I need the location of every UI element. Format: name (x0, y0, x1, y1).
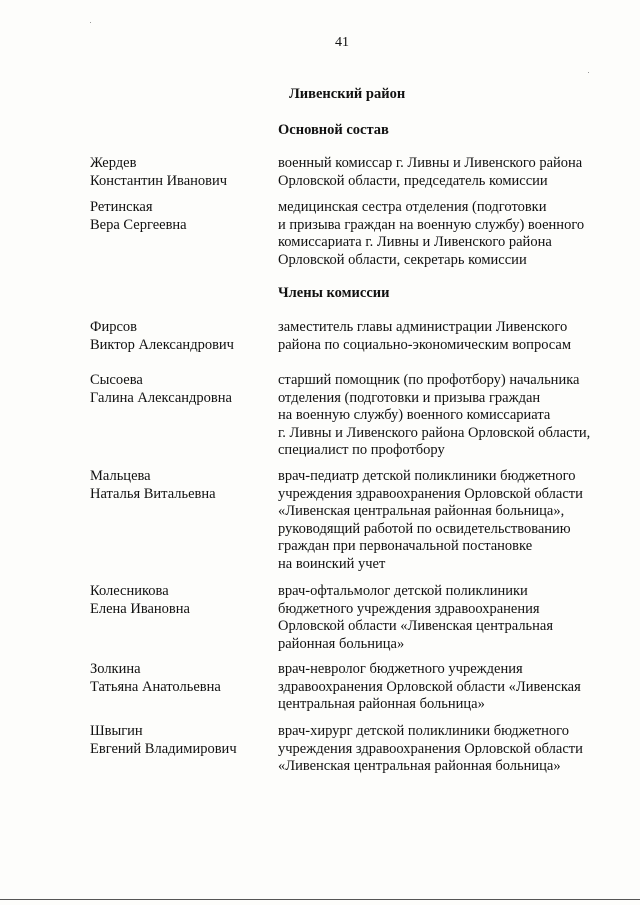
member-name (90, 372, 275, 407)
role-line: специалист по профотбору (278, 442, 445, 458)
surname: Колесникова (90, 583, 169, 599)
member-role (278, 723, 628, 776)
member-role (278, 583, 628, 653)
page-number: 41 (335, 35, 349, 50)
given-names: Евгений Владимирович (90, 740, 237, 757)
district-title: Ливенский район (289, 86, 406, 102)
surname: Золкина (90, 661, 141, 677)
role-line: заместитель главы администрации Ливенского (278, 319, 568, 335)
member-role (278, 155, 628, 190)
role-line: врач-педиатр детской поликлиники бюджетного (278, 468, 576, 484)
given-names: Константин Иванович (90, 172, 228, 189)
member-name (90, 319, 275, 354)
member-role (278, 468, 628, 573)
role-line: учреждения здравоохранения Орловской области (278, 740, 583, 757)
main-composition-title: Основной состав (278, 122, 389, 138)
role-line: г. Ливны и Ливенского района Орловской области, (278, 424, 591, 441)
scan-speck (90, 22, 91, 23)
member-name (90, 199, 275, 234)
surname: Швыгин (90, 723, 143, 739)
role-line: бюджетного учреждения здравоохранения (278, 600, 540, 617)
role-line: старший помощник (по профотбору) начальника (278, 372, 580, 388)
role-line: врач-офтальмолог детской поликлиники (278, 583, 528, 599)
role-line: отделения (подготовки и призыва граждан (278, 389, 541, 406)
given-names: Наталья Витальевна (90, 485, 216, 502)
member-name (90, 583, 275, 618)
role-line: на воинский учет (278, 555, 386, 572)
role-line: на военную службу) военного комиссариата (278, 407, 551, 423)
member-name (90, 468, 275, 503)
scan-bottom-edge (0, 899, 640, 900)
role-line: граждан при первоначальной постановке (278, 538, 533, 554)
surname: Ретинская (90, 199, 153, 215)
role-line: и призыва граждан на военную службу) военного (278, 216, 585, 233)
member-role (278, 661, 628, 714)
scan-speck (588, 72, 589, 73)
role-line: Орловской области «Ливенская центральная (278, 618, 554, 634)
role-line: центральная районная больница» (278, 696, 485, 712)
role-line: комиссариата г. Ливны и Ливенского района (278, 234, 552, 250)
role-line: медицинская сестра отделения (подготовки (278, 199, 547, 215)
role-line: военный комиссар г. Ливны и Ливенского района (278, 155, 583, 171)
member-name (90, 661, 275, 696)
role-line: врач-хирург детской поликлиники бюджетного (278, 723, 570, 739)
member-name (90, 723, 275, 758)
members-title: Члены комиссии (278, 285, 390, 301)
surname: Фирсов (90, 319, 137, 335)
member-role (278, 372, 628, 460)
role-line: здравоохранения Орловской области «Ливенская (278, 678, 581, 695)
member-name (90, 155, 275, 190)
role-line: Орловской области, секретарь комиссии (278, 251, 527, 268)
role-line: районная больница» (278, 635, 405, 652)
surname: Жердев (90, 155, 137, 171)
member-role (278, 319, 628, 354)
member-role (278, 199, 628, 269)
surname: Сысоева (90, 372, 143, 388)
surname: Мальцева (90, 468, 151, 484)
given-names: Татьяна Анатольевна (90, 678, 221, 695)
role-line: «Ливенская центральная районная больница», (278, 503, 565, 519)
role-line: руководящий работой по освидетельствованию (278, 520, 571, 537)
role-line: врач-невролог бюджетного учреждения (278, 661, 523, 677)
role-line: Орловской области, председатель комиссии (278, 172, 548, 189)
given-names: Елена Ивановна (90, 600, 190, 617)
role-line: учреждения здравоохранения Орловской области (278, 485, 583, 502)
role-line: района по социально-экономическим вопросам (278, 336, 572, 353)
given-names: Виктор Александрович (90, 336, 234, 353)
role-line: «Ливенская центральная районная больница» (278, 758, 561, 774)
given-names: Вера Сергеевна (90, 216, 187, 233)
given-names: Галина Александровна (90, 389, 232, 406)
